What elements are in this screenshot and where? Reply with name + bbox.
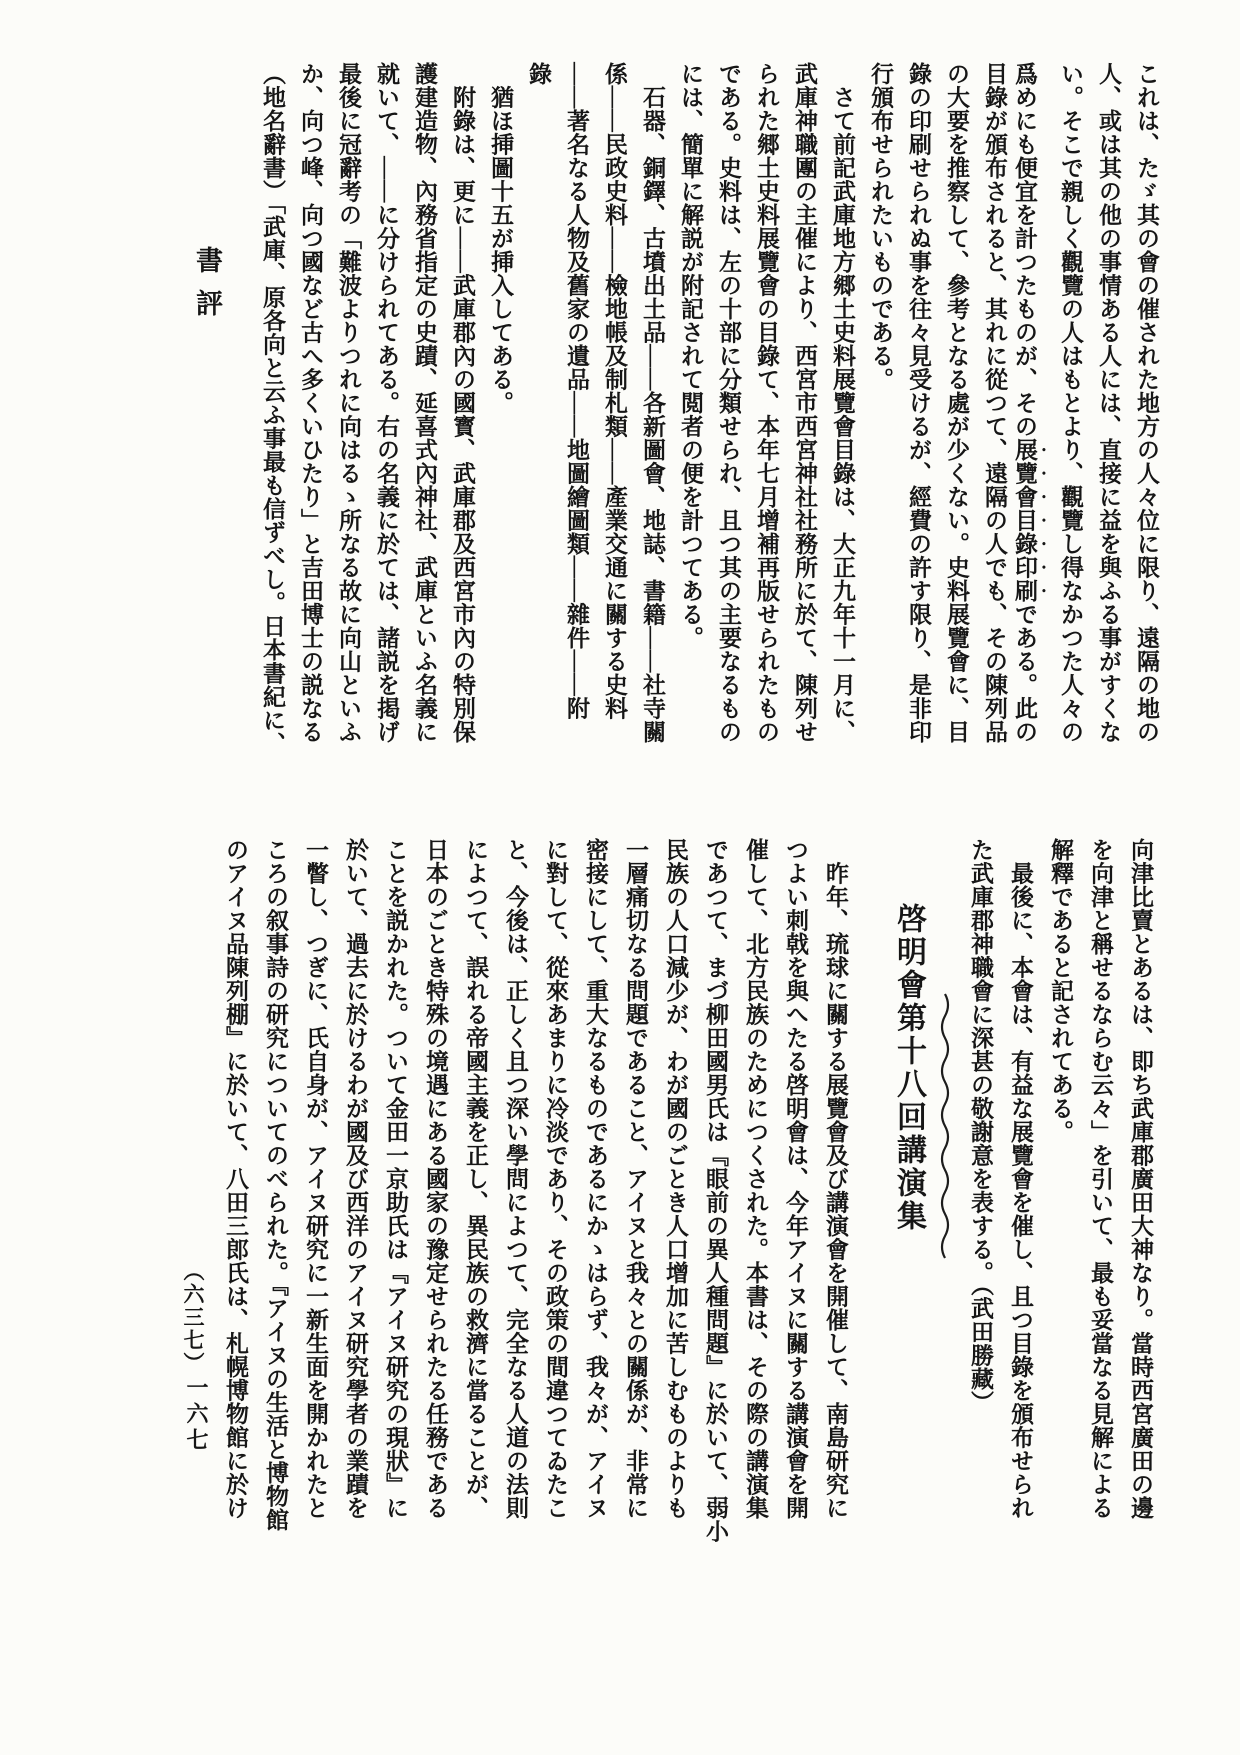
text-column: 一層痛切なる問題であること、アイヌと我々との關係が、非常に — [623, 838, 648, 1520]
text-column: 向津比賣とあるは、即ち武庫郡廣田大神なり。當時西宮廣田の邊 — [1128, 838, 1153, 1520]
text-column: 武庫神職團の主催により、西宮市西宮神社社務所に於て、陳列せ — [792, 62, 817, 744]
text-column: 最後に冠辭考の「難波よりつれに向はるゝ所なる故に向山といふ — [336, 62, 361, 744]
review1-text-block — [253, 62, 1165, 758]
text-column: 附錄は、更に――武庫郡內の國寳、武庫郡及西宮市內の特別保 — [450, 62, 475, 744]
page-number-volume: （六三七） — [181, 1260, 205, 1375]
text-column: のアイヌ品陳列棚』に於いて、八田三郎氏は、札幌博物館に於け — [223, 838, 248, 1520]
text-column: 猶ほ挿圖十五が挿入してある。 — [488, 62, 513, 415]
review2-text-block — [215, 838, 855, 1550]
text-column: を向津と稱せるならむ云々」を引いて、最も妥當なる見解による — [1088, 838, 1113, 1520]
text-column: 爲めにも便宜を計つたものが、その展覽會目錄印刷である。此の — [1012, 62, 1037, 744]
running-head: 書評 — [192, 246, 222, 332]
text-column: 最後に、本會は、有益な展覽會を催し、且つ目錄を頒布せられ — [1008, 838, 1033, 1520]
text-column: られた郷土史料展覽會の目錄て、本年七月增補再版せられたもの — [754, 62, 779, 744]
text-column: 民族の人口減少が、わが國のごとき人口增加に苦しむものよりも — [663, 838, 688, 1520]
wavy-line-icon — [938, 993, 952, 1259]
text-column: 目錄が頒布されると、其れに從つて、遠隔の人でも、その陳列品 — [982, 62, 1007, 744]
text-column: によつて、誤れる帝國主義を正し、異民族の救濟に當ることが、 — [463, 838, 488, 1520]
text-column: 一瞥し、つぎに、氏自身が、アイヌ研究に一新生面を開かれたと — [303, 838, 328, 1520]
emphasized-text: 展覽會目錄印刷 — [1012, 438, 1037, 603]
text-column: 解釋であると記されてある。 — [1048, 838, 1073, 1144]
text-column: 人、或は其の他の事情ある人には、直接に益を與ふる事がすくな — [1096, 62, 1121, 744]
text-column: 催して、北方民族のためにつくされた。本書は、その際の講演集 — [743, 838, 768, 1520]
text-column: 密接にして、重大なるものであるにかゝはらず、我々が、アイヌ — [583, 838, 608, 1520]
text-column: 錄 — [526, 62, 551, 86]
text-column: 行頒布せられたいものである。 — [868, 62, 893, 391]
text-column: ころの叙事詩の研究についてのべられた。『アイヌの生活と博物館 — [263, 838, 288, 1532]
text-column: 昨年、琉球に關する展覽會及び講演會を開催して、南島研究に — [823, 838, 848, 1520]
text-column: であつて、まづ柳田國男氏は『眼前の異人種問題』に於いて、弱小 — [703, 838, 728, 1543]
text-column: た武庫郡神職會に深甚の敬謝意を表する。（武田勝藏） — [968, 838, 993, 1414]
text-column: である。史料は、左の十部に分類せられ、且つ其の主要なるもの — [716, 62, 741, 744]
text-column: つよい刺戟を與へたる啓明會は、今年アイヌに關する講演會を開 — [783, 838, 808, 1520]
text-column: に對して、從來あまりに冷淡であり、その政策の間違つてゐたこ — [543, 838, 568, 1520]
text-column: 日本のごとき特殊の境遇にある國家の豫定せられたる任務である — [423, 838, 448, 1520]
text-column: には、簡單に解説が附記されて閲者の便を計つてある。 — [678, 62, 703, 650]
text-column: 石器、銅鐸、古墳出土品――各新圖會、地誌、書籍――社寺關 — [640, 62, 665, 744]
text-column: と、今後は、正しく且つ深い學問によつて、完全なる人道の法則 — [503, 838, 528, 1520]
text-column: 護建造物、內務省指定の史蹟、延喜式內神社、武庫といふ名義に — [412, 62, 437, 744]
page-number-issue: 一六七 — [184, 1376, 209, 1454]
text-column: 錄の印刷せられぬ事を往々見受けるが、經費の許す限り、是非印 — [906, 62, 931, 744]
text-column: （地名辭書）「武庫、原各向と云ふ事最も信ずべし。日本書紀に、 — [260, 62, 285, 756]
text-column: 係――民政史料――檢地帳及制札類――產業交通に關する史料 — [602, 62, 627, 720]
review1-closing-block — [960, 838, 1160, 1544]
review2-title: 啓明會第十八回講演集 — [892, 903, 925, 1233]
wavy-divider — [938, 993, 952, 1264]
text-column: 就いて、――に分けられてある。右の名義に於ては、諸説を掲げ — [374, 62, 399, 744]
text-column: い。そこで親しく觀覽の人はもとより、觀覽し得なかつた人々の — [1058, 62, 1083, 744]
text-column: か、向つ峰、向つ國など古へ多くいひたり」と吉田博士の説なる — [298, 62, 323, 744]
text-column: ことを説かれた。ついて金田一京助氏は『アイヌ研究の現狀』に — [383, 838, 408, 1520]
text-column: の大要を推察して、參考となる處が少くない。史料展覽會に、目 — [944, 62, 969, 744]
text-column: 於いて、過去に於けるわが國及び西洋のアイヌ研究學者の業蹟を — [343, 838, 368, 1520]
text-column: これは、たゞ其の會の催された地方の人々位に限り、遠隔の地の — [1134, 62, 1159, 744]
text-column: ――著名なる人物及舊家の遺品――地圖繪圖類――雜件――附 — [564, 62, 589, 720]
text-column: さて前記武庫地方郷土史料展覽會目錄は、大正九年十一月に、 — [830, 62, 855, 744]
